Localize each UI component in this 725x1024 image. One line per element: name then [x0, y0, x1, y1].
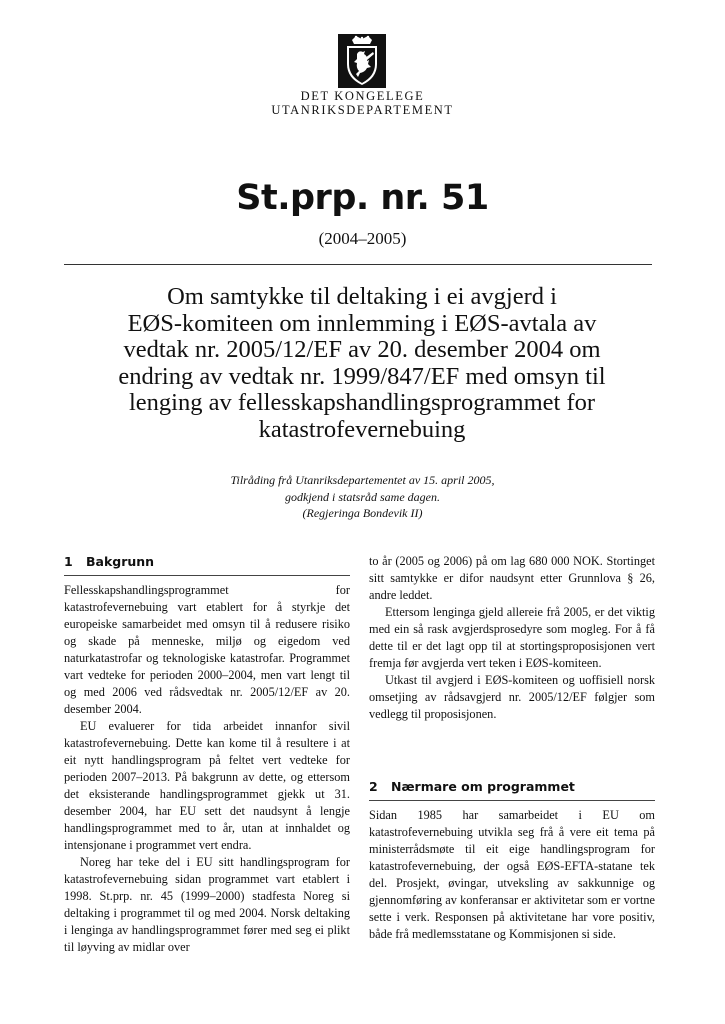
section-title: Nærmare om programmet: [391, 779, 575, 794]
ministry-name: [0, 89, 725, 117]
section-heading-2: [369, 778, 655, 801]
title-line: EØS-komiteen om innlemming i EØS-avtala av: [127, 309, 597, 337]
paragraph: Utkast til avgjerd i EØS-komiteen og uoffisiell norsk omsetjing av rådsavgjerd nr. 2005/12/EF følgjer som vedlegg til proposisjonen.: [369, 673, 655, 721]
document-number: St.prp. nr. 51: [236, 178, 489, 218]
title-line: katastrofevernebuing: [258, 415, 466, 443]
document-title: [62, 284, 662, 443]
title-divider: [64, 264, 652, 265]
ministry-line-2: UTANRIKSDEPARTEMENT: [271, 103, 454, 117]
document-session-year: (2004–2005): [318, 229, 407, 248]
section-title: Bakgrunn: [86, 554, 155, 569]
section-heading-1: [64, 553, 350, 576]
left-column: [64, 553, 350, 956]
title-line: lenging av fellesskapshandlingsprogrammet for: [128, 389, 596, 416]
section-number: 1: [64, 554, 73, 569]
title-line: vedtak nr. 2005/12/EF av 20. desember 2004 om: [123, 336, 601, 363]
approval-line: Tilråding frå Utanriksdepartementet av 15. april 2005,: [230, 473, 495, 487]
norwegian-royal-crest-icon: [338, 34, 386, 88]
paragraph: Fellesskapshandlingsprogrammet for katastrofevernebuing vart etablert for å styrkje det europeiske samarbeidet med omsyn til å redusere risiko og skade på menneske, miljø og eigedom ved naturkatastrofar og teknologiske katastrofar. Programmet vart vedteke for perioden 2000–2004, men vart lengt til og med 2006 ved rådsvedtak nr. 2005/12/EF av 20. desember 2004.: [64, 583, 350, 716]
paragraph: Noreg har teke del i EU sitt handlingsprogram for katastrofevernebuing sidan programmet vart etablert i 1998. St.prp. nr. 45 (1999–2000) stadfesta Noreg si deltaking i programmet til og med 2004. Norsk deltaking i lenginga av handlingsprogrammet fører med seg ei plikt til løyving av midlar over: [64, 855, 350, 954]
approval-line: godkjend i statsråd same dagen.: [285, 489, 440, 504]
section-number: 2: [369, 779, 378, 794]
approval-note: [150, 472, 575, 522]
paragraph: EU evaluerer for tida arbeidet innanfor sivil katastrofevernebuing. Dette kan kome til å resultere i at eit nytt handlingsprogram på feltet vert vedteke for perioden 2007–2013. På bakgrunn av dette, og ettersom det eksisterande handlingsprogrammet gjekk ut 31. desember 2004, har EU sett det naudsynt å lengje handlingsprogrammet med to år, utan at innhaldet og intensjonane i programmet vert endra.: [64, 719, 350, 852]
paragraph-continued: to år (2005 og 2006) på om lag 680 000 NOK. Stortinget sitt samtykke er difor naudsynt etter Grunnlova § 26, andre leddet.: [369, 554, 655, 602]
right-column: [369, 553, 655, 943]
paragraph: Ettersom lenginga gjeld allereie frå 2005, er det viktig med ein så rask avgjerdsprosedyre som mogleg. For å få dette til er det lagt opp til at stortingsproposisjonen vert fremja før avgjerda vert teken i EØS-komiteen.: [369, 605, 655, 670]
approval-line: (Regjeringa Bondevik II): [302, 506, 423, 520]
title-line: Om samtykke til deltaking i ei avgjerd i: [167, 283, 557, 310]
ministry-line-1: DET KONGELEGE: [300, 89, 425, 103]
paragraph: Sidan 1985 har samarbeidet i EU om katastrofevernebuing utvikla seg frå å vere eit tema på ministerrådsmøte til eit eige handlingsprogram for katastrofevernebuing, der også EØS-EFTA-statane tek del. Prosjekt, øvingar, utveksling av sakkunnige og gjennomføring av konferansar er aktivitetar som er vortne sette i verk. Responsen på aktivitetane har vore positiv, både frå medlemsstatane og Kommisjonen si side.: [369, 808, 655, 941]
title-line: endring av vedtak nr. 1999/847/EF med omsyn til: [118, 362, 606, 390]
